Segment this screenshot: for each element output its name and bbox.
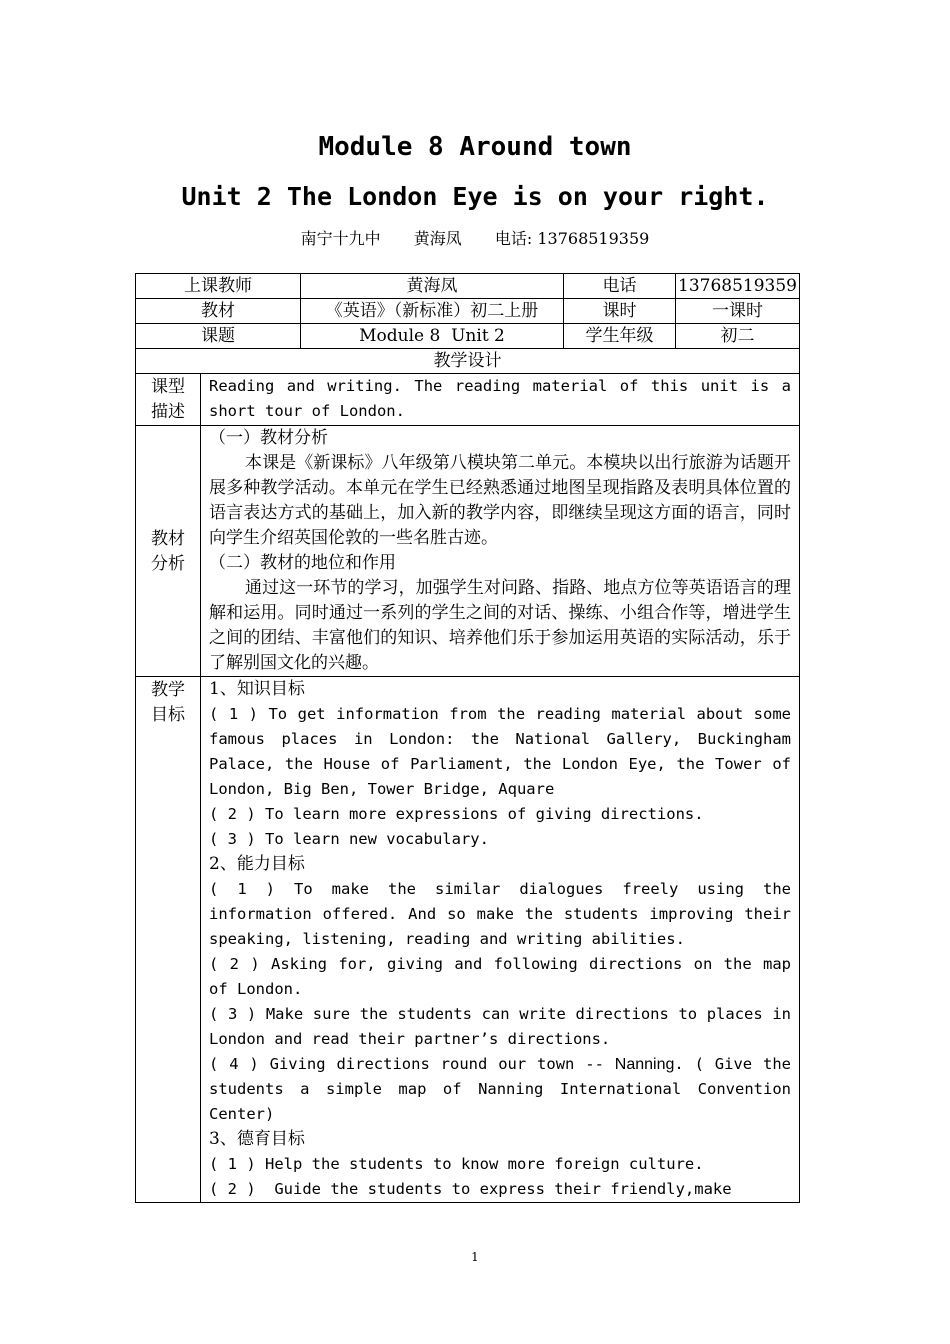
ability-item-4-suffix: . ( Give the students a simple map of Nanning International Convention Center) [209,1055,792,1123]
document-title: Module 8 Around town [318,132,632,162]
lesson-type-label-line1: 课型 [151,377,185,397]
knowledge-item-3: ( 3 ) To learn new vocabulary. [209,830,489,848]
table-row-design-heading [136,349,800,374]
ability-item-3: ( 3 ) Make sure the students can write directions to places in London and read their partner’s directions. [209,1005,791,1048]
table-row-topic [136,324,800,349]
teacher-value: 黄海凤 [301,274,564,299]
moral-item-1: ( 1 ) Help the students to know more foreign culture. [209,1155,704,1173]
page-number: 1 [471,1250,479,1264]
table-row-lesson-type [136,374,800,426]
objectives-label-line2: 目标 [151,705,185,725]
table-row-material-analysis [136,426,800,677]
knowledge-heading: 1、知识目标 [209,679,305,699]
material-heading-1: （一）教材分析 [209,428,328,448]
phone-label: 电话 [564,274,676,299]
lesson-type-label-line2: 描述 [151,402,185,422]
material-heading-2: （二）教材的地位和作用 [209,553,396,573]
topic-value: Module 8 Unit 2 [301,324,564,349]
knowledge-item-2: ( 2 ) To learn more expressions of giving directions. [209,805,704,823]
material-paragraph-1: 本课是《新课标》八年级第八模块第二单元。本模块以出行旅游为话题开展多种教学活动。本单元在学生已经熟悉通过地图呈现指路及表明具体位置的语言表达方式的基础上，加入新的教学内容，即继续呈现这方面的语言，同时向学生介绍英国伦敦的一些名胜古迹。 [209,453,791,548]
phone-value: 13768519359 [676,274,800,299]
material-analysis-label [136,426,201,677]
periods-value: 一课时 [676,299,800,324]
ability-heading: 2、能力目标 [209,854,305,874]
moral-heading: 3、德育目标 [209,1129,305,1149]
moral-item-2: ( 2 ) Guide the students to express their friendly,make [209,1180,732,1198]
author-phone: 电话: 13768519359 [494,229,650,248]
table-row-textbook [136,299,800,324]
topic-label: 课题 [136,324,301,349]
grade-label: 学生年级 [564,324,676,349]
objectives-label-line1: 教学 [151,680,185,700]
material-paragraph-2: 通过这一环节的学习，加强学生对问路、指路、地点方位等英语语言的理解和运用。同时通过一系列的学生之间的对话、操练、小组合作等，增进学生之间的团结、丰富他们的知识、培养他们乐于参加运用英语的实际活动，乐于了解别国文化的兴趣。 [209,578,791,673]
author-line [0,226,950,249]
ability-item-4-place: Nanning [614,1056,675,1073]
objectives-content [201,677,800,1203]
school-name: 南宁十九中 [300,229,381,248]
author-name: 黄海凤 [413,229,462,248]
grade-value: 初二 [676,324,800,349]
material-analysis-label-line1: 教材 [151,528,185,549]
ability-item-1: ( 1 ) To make the similar dialogues freely using the information offered. And so make the students improving their speaking, listening, reading and writing abilities. [209,880,791,948]
lesson-type-content [201,374,800,426]
material-analysis-content [201,426,800,677]
ability-item-2: ( 2 ) Asking for, giving and following directions on the map of London. [209,955,791,998]
ability-item-4-prefix: ( 4 ) Giving directions round our town -- [209,1055,615,1073]
periods-label: 课时 [564,299,676,324]
design-heading: 教学设计 [136,349,800,374]
material-analysis-label-line2: 分析 [151,553,185,574]
lesson-plan-table [135,273,800,1203]
lesson-type-text: Reading and writing. The reading material of this unit is a short tour of London. [209,377,791,420]
knowledge-item-1: ( 1 ) To get information from the reading material about some famous places in London: the National Gallery, Buckingham Palace, the House of Parliament, the London Eye, the Tower of London, Big Ben, Tower Bridge, Aquare [209,705,791,798]
table-row-objectives [136,677,800,1203]
objectives-label [136,677,201,1203]
teacher-label: 上课教师 [136,274,301,299]
document-subtitle: Unit 2 The London Eye is on your right. [181,182,769,211]
textbook-label: 教材 [136,299,301,324]
textbook-value: 《英语》（新标准）初二上册 [301,299,564,324]
ability-item-4 [209,1052,791,1127]
lesson-type-label [136,374,201,426]
table-row-teacher [136,274,800,299]
